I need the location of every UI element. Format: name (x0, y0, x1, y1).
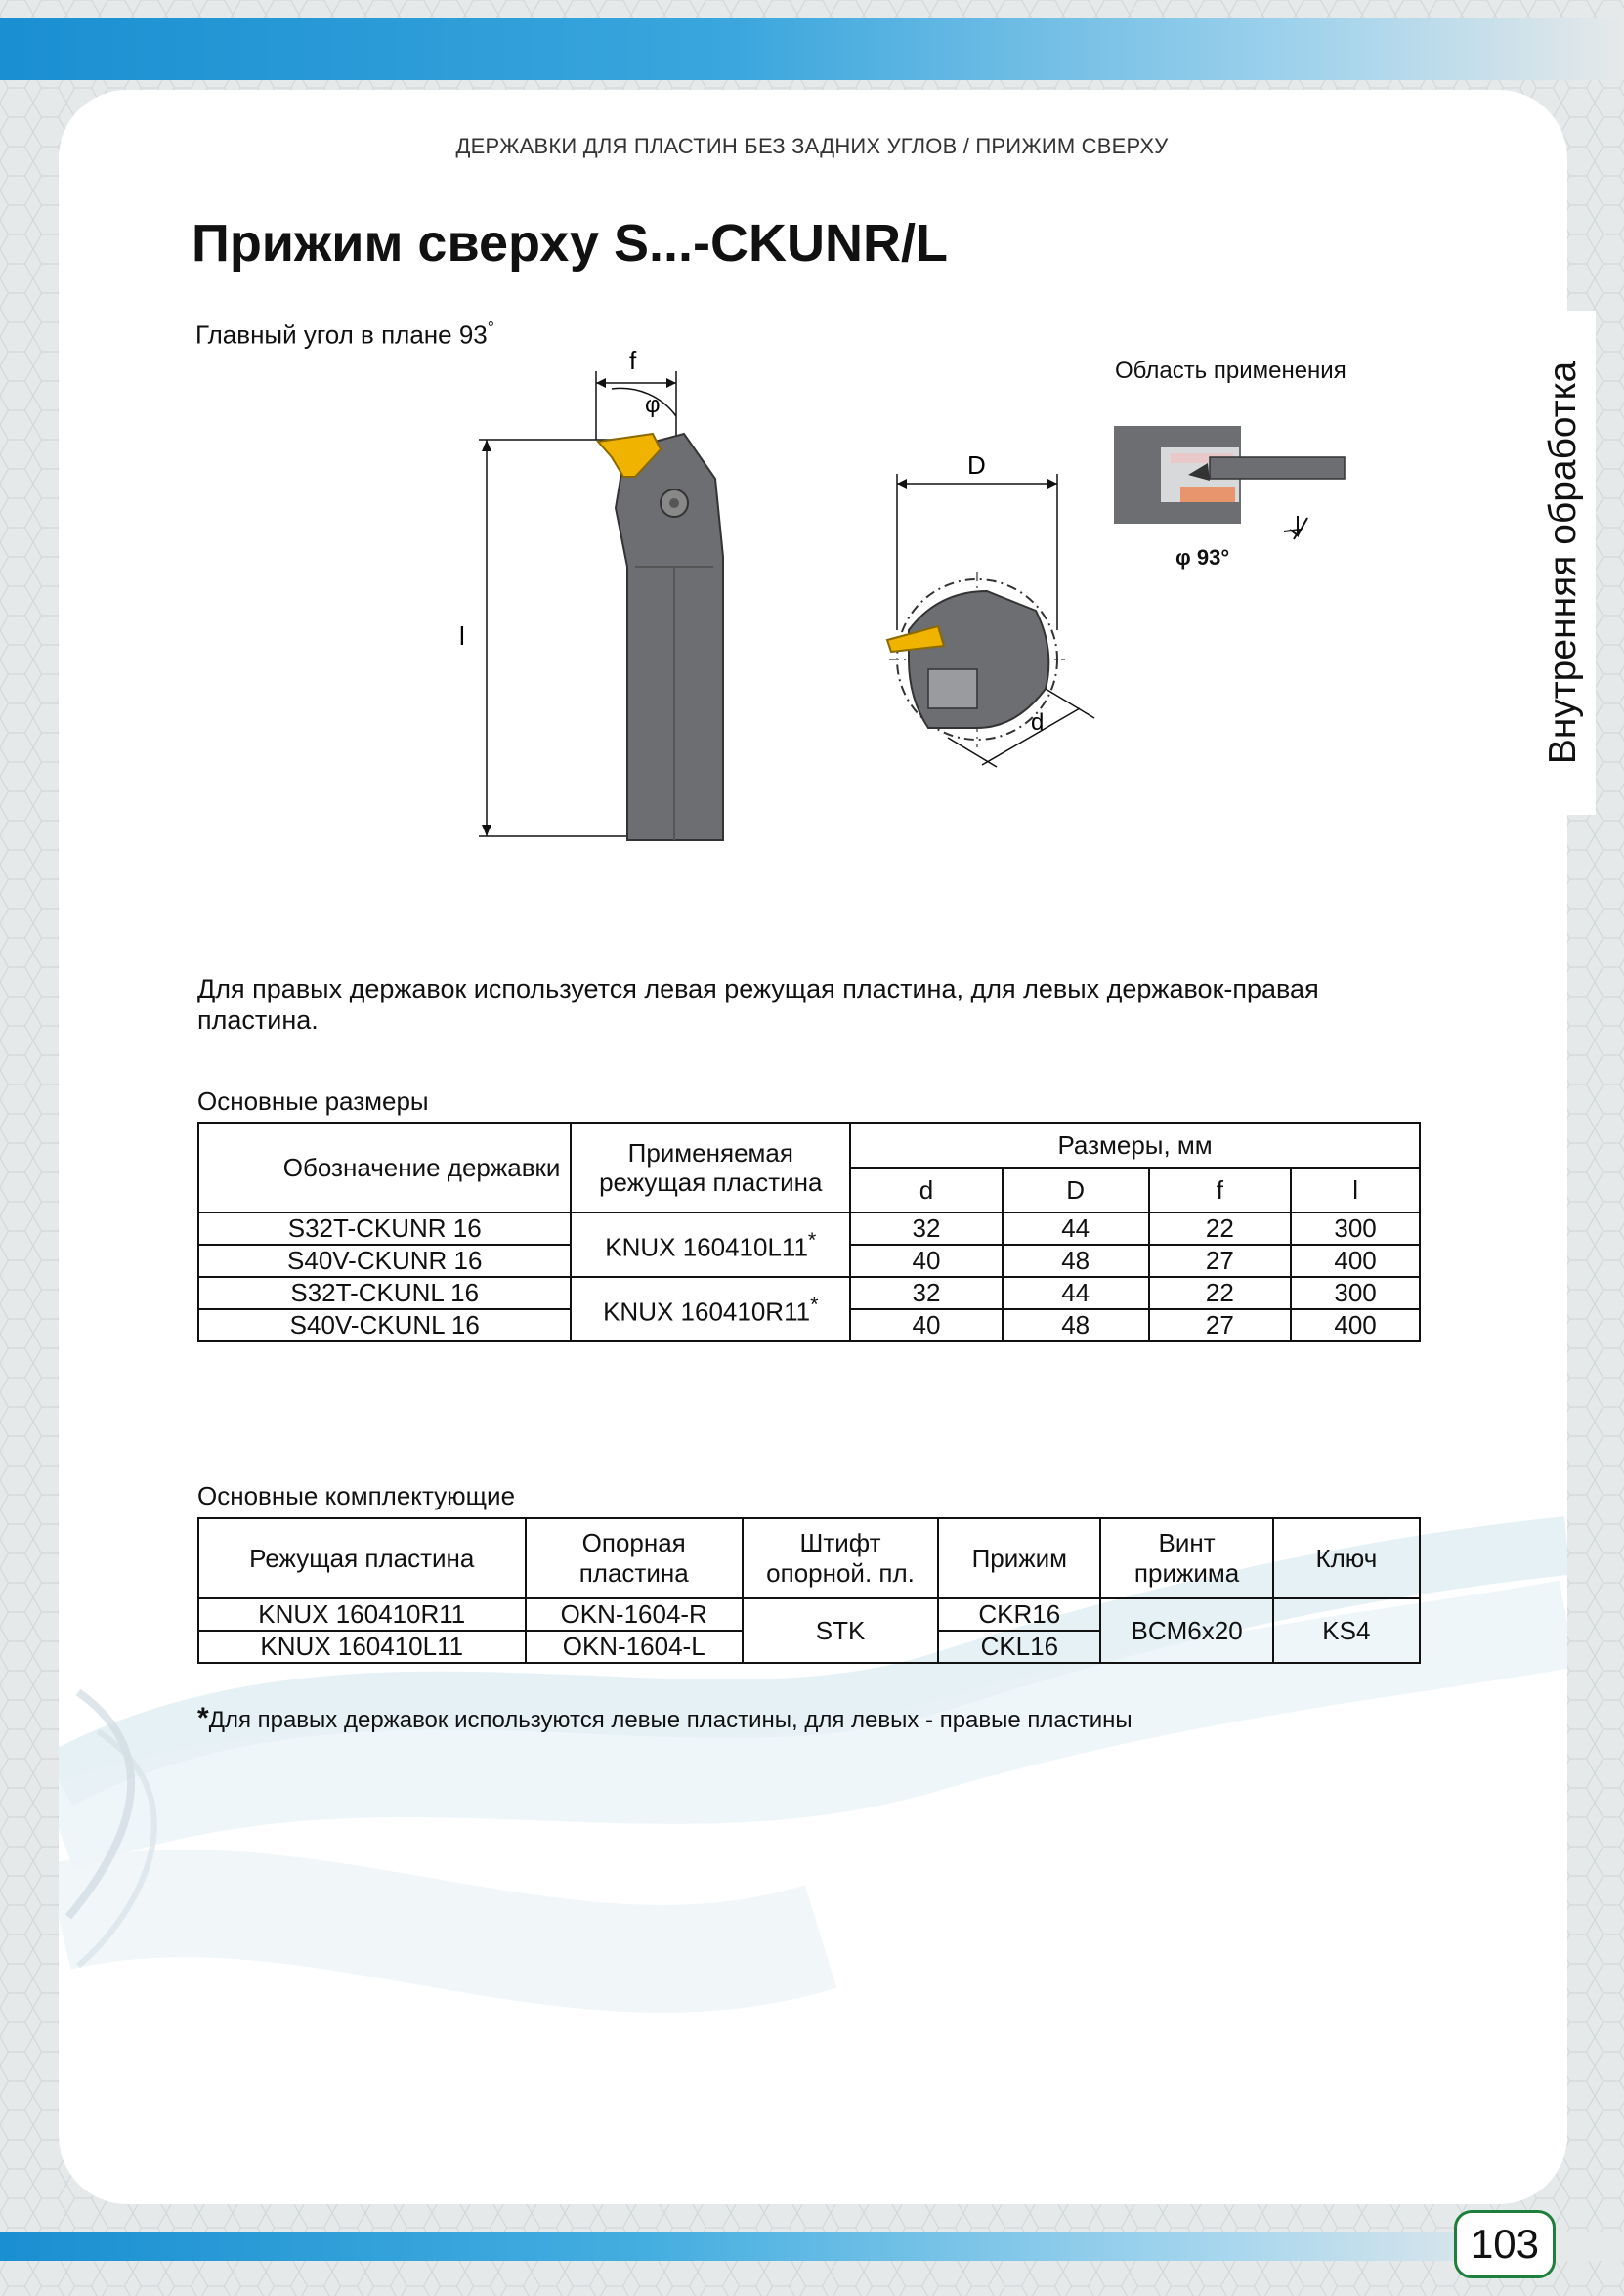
application-area-drawing (1112, 418, 1356, 565)
holder-cell: S32T-CKUNL 16 (198, 1277, 571, 1309)
value-D: 44 (1003, 1212, 1149, 1245)
dim-d-label: d (1031, 709, 1045, 736)
dim-f-label: f (629, 346, 637, 375)
subtitle-text: Главный угол в плане 93 (195, 319, 488, 350)
insert-cell: KNUX 160410R11 (198, 1598, 526, 1631)
insert-cell (571, 1212, 850, 1277)
col-header-sizes: Размеры, мм (850, 1123, 1420, 1168)
col-header-clamp: Прижим (938, 1518, 1100, 1598)
insert-mark: * (807, 1226, 817, 1252)
dimensions-table (197, 1122, 1421, 1342)
support-cell: OKN-1604-R (526, 1598, 743, 1631)
col-header-f: f (1149, 1168, 1292, 1212)
table-row (198, 1212, 1420, 1245)
col-header-D: D (1003, 1168, 1149, 1212)
key-cell: KS4 (1273, 1598, 1420, 1663)
footnote-text: Для правых державок используются левые пластины, для левых - правые пластины (208, 1707, 1133, 1733)
col-header-d: d (850, 1168, 1003, 1212)
value-d: 32 (850, 1277, 1003, 1309)
col-header-holder: Обозначение державки (198, 1123, 571, 1212)
holder-cell: S40V-CKUNL 16 (198, 1309, 571, 1341)
value-d: 32 (850, 1212, 1003, 1245)
clamp-cell: CKR16 (938, 1598, 1100, 1631)
dim-D-label: D (967, 450, 986, 480)
value-d: 40 (850, 1245, 1003, 1277)
insert-name: KNUX 160410R11 (603, 1297, 811, 1327)
holder-cell: S40V-CKUNR 16 (198, 1245, 571, 1277)
holder-side-view-drawing (440, 332, 752, 860)
side-tab-label: Внутренняя обработка (1542, 361, 1584, 765)
support-cell: OKN-1604-L (526, 1631, 743, 1663)
degree-mark: ° (487, 319, 494, 338)
footnote-mark: * (197, 1702, 209, 1734)
application-angle-label: φ 93° (1175, 545, 1230, 570)
col-header-support-plate: Опорная пластина (526, 1518, 743, 1598)
insert-cell: KNUX 160410L11 (198, 1631, 526, 1663)
value-l: 400 (1291, 1245, 1420, 1277)
table-row (198, 1598, 1420, 1631)
top-accent-bar (0, 18, 1624, 80)
value-f: 22 (1149, 1212, 1292, 1245)
holder-cell: S32T-CKUNR 16 (198, 1212, 571, 1245)
usage-note: Для правых державок используется левая режущая пластина, для левых державок-правая пластина. (197, 974, 1319, 1035)
clamp-cell: CKL16 (938, 1631, 1100, 1663)
dimensions-section-title: Основные размеры (197, 1086, 429, 1116)
value-D: 48 (1003, 1309, 1149, 1341)
col-header-pin: Штифт опорной. пл. (743, 1518, 938, 1598)
col-header-screw: Винт прижима (1100, 1518, 1272, 1598)
components-section-title: Основные комплектующие (197, 1481, 516, 1510)
page-number: 103 (1454, 2210, 1556, 2278)
value-l: 400 (1291, 1309, 1420, 1341)
table-row (198, 1277, 1420, 1309)
col-header-l: l (1291, 1168, 1420, 1212)
components-table (197, 1517, 1421, 1664)
bottom-accent-bar (0, 2232, 1624, 2261)
col-header-cutting-insert: Режущая пластина (198, 1518, 526, 1598)
pin-cell: STK (743, 1598, 938, 1663)
holder-end-view-drawing (870, 445, 1114, 796)
value-D: 48 (1003, 1245, 1149, 1277)
value-D: 44 (1003, 1277, 1149, 1309)
page-title: Прижим сверху S...-CKUNR/L (192, 214, 948, 273)
value-f: 27 (1149, 1309, 1292, 1341)
col-header-insert: Применяемая режущая пластина (571, 1123, 850, 1212)
application-area-label: Область применения (1115, 358, 1346, 384)
value-f: 22 (1149, 1277, 1292, 1309)
value-l: 300 (1291, 1212, 1420, 1245)
insert-cell (571, 1277, 850, 1341)
value-d: 40 (850, 1309, 1003, 1341)
value-f: 27 (1149, 1245, 1292, 1277)
insert-name: KNUX 160410L11 (605, 1232, 808, 1262)
footnote (197, 1702, 1133, 1735)
dim-l-label: l (459, 621, 465, 651)
breadcrumb: ДЕРЖАВКИ ДЛЯ ПЛАСТИН БЕЗ ЗАДНИХ УГЛОВ / ПРИЖИМ СВЕРХУ (455, 134, 1169, 158)
dim-phi-label: φ (645, 392, 661, 418)
value-l: 300 (1291, 1277, 1420, 1309)
col-header-key: Ключ (1273, 1518, 1420, 1598)
screw-cell: BCM6x20 (1100, 1598, 1272, 1663)
insert-mark: * (810, 1291, 819, 1316)
